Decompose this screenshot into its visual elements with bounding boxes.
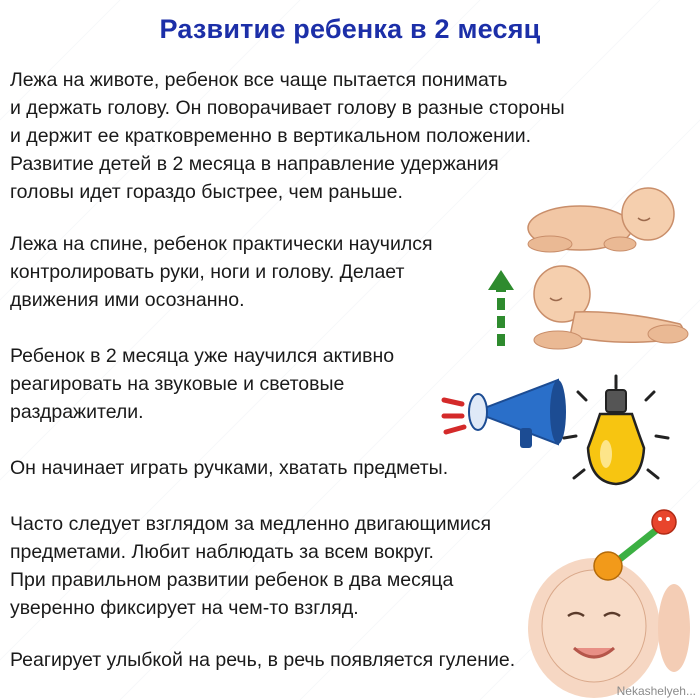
- text-line: Лежа на животе, ребенок все чаще пытается понимать: [10, 69, 508, 91]
- text-line: При правильном развитии ребенок в два месяца: [10, 569, 454, 591]
- page-title: Развитие ребенка в 2 месяц: [159, 14, 541, 44]
- text-line: Часто следует взглядом за медленно двигающимися: [10, 513, 492, 535]
- paragraph-stimuli: [10, 342, 394, 426]
- text-line: предметами. Любит наблюдать за всем вокруг.: [10, 541, 434, 563]
- text-line: движения ими осознанно.: [10, 289, 245, 311]
- baby-head-up-illustration: [520, 262, 695, 357]
- text-line: уверенно фиксирует на чем-то взгляд.: [10, 597, 359, 619]
- paragraph-smile: [10, 646, 515, 674]
- paragraph-limb-control: [10, 230, 433, 314]
- light-bulb-icon: [560, 374, 672, 492]
- megaphone-icon: [440, 372, 580, 452]
- text-line: Ребенок в 2 месяца уже научился активно: [10, 345, 395, 367]
- text-line: Лежа на спине, ребенок практически научился: [10, 233, 433, 255]
- text-line: Развитие детей в 2 месяца в направление удержания: [10, 153, 499, 175]
- baby-lying-illustration: [520, 178, 680, 258]
- paragraph-head-control: [10, 66, 565, 206]
- paragraph-gaze: [10, 510, 491, 622]
- text-line: Реагирует улыбкой на речь, в речь появляется гуление.: [10, 649, 516, 671]
- text-line: Он начинает играть ручками, хватать предметы.: [10, 457, 449, 479]
- text-line: и держит ее кратковременно в вертикальном положении.: [10, 125, 532, 147]
- text-line: головы идет гораздо быстрее, чем раньше.: [10, 181, 403, 203]
- arrow-up-icon: [486, 268, 516, 350]
- smiling-baby-with-rattle-illustration: [524, 508, 700, 700]
- text-line: реагировать на звуковые и световые: [10, 373, 345, 395]
- text-line: контролировать руки, ноги и голову. Делает: [10, 261, 405, 283]
- text-line: раздражители.: [10, 401, 144, 423]
- site-watermark: Nekashelyeh...: [616, 684, 696, 698]
- text-line: и держать голову. Он поворачивает голову в разные стороны: [10, 97, 565, 119]
- paragraph-grasping: [10, 454, 448, 482]
